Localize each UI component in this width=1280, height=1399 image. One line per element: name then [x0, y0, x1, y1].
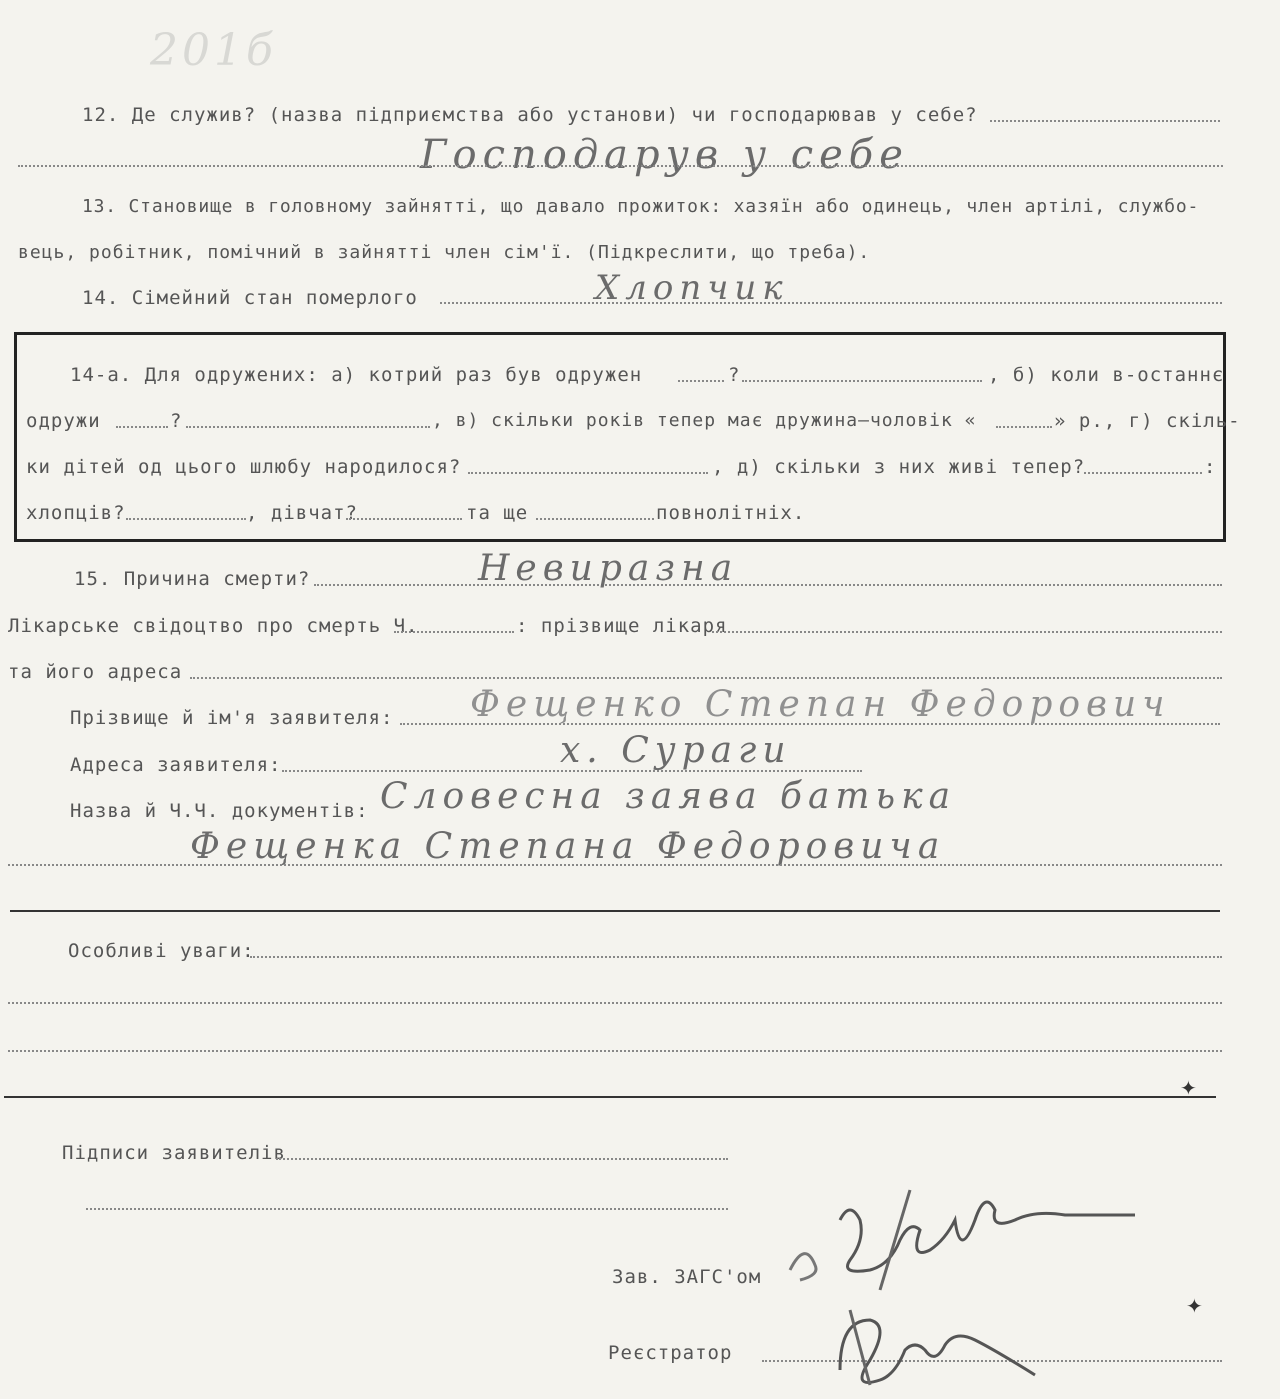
doctor-address-dotline [190, 677, 1222, 679]
item14a-dotline [116, 426, 168, 428]
documents-value-2: Фещенка Степана Федоровича [190, 826, 946, 867]
medical-dotline [394, 631, 514, 633]
item14a-line4-boys: хлопців? [26, 502, 126, 524]
medical-cert-label: Лікарське свідоцтво про смерть Ч. [8, 615, 419, 637]
item15-label: 15. Причина смерти? [74, 568, 311, 590]
item15-dotline [314, 584, 1222, 586]
item14a-dotline [996, 426, 1052, 428]
punch-mark-icon: ✦ [1180, 1076, 1197, 1100]
item14a-dotline [742, 380, 982, 382]
item14-label: 14. Сімейний стан померлого [82, 287, 418, 309]
item14a-line3-mid: , д) скільки з них живі тепер? [712, 456, 1086, 478]
item14a-dotline [186, 426, 430, 428]
item14a-line2-end: » р., г) скіль- [1054, 410, 1241, 432]
remarks-label: Особливі уваги: [68, 940, 255, 962]
item14a-dotline [1084, 472, 1202, 474]
item14a-dotline [536, 518, 654, 520]
item14a-dotline [468, 472, 708, 474]
doctor-name-label: : прізвище лікаря [516, 615, 728, 637]
item14a-line2-text: одружи [26, 410, 101, 432]
item14a-line3-text: ки дітей од цього шлюбу народилося? [26, 456, 462, 478]
item14a-line2-mid: , в) скільки років тепер має дружина—чоловік « [432, 410, 977, 431]
registrar-signature [820, 1300, 1080, 1390]
registrar-label: Реєстратор [608, 1342, 733, 1364]
item12-dotline [990, 120, 1220, 122]
applicant-signatures-label: Підписи заявителів [62, 1142, 286, 1164]
signatures-dotline [86, 1208, 728, 1210]
documents-value-1: Словесна заява батька [380, 776, 957, 817]
section-divider [4, 1096, 1216, 1098]
remarks-dotline [250, 956, 1222, 958]
item14a-dotline [126, 518, 246, 520]
zags-head-label: Зав. ЗАГС'ом [612, 1266, 762, 1288]
doctor-address-label: та його адреса [8, 661, 183, 683]
applicant-address-value: х. Сураги [560, 730, 792, 771]
applicant-name-value: Фещенко Степан Федорович [470, 684, 1171, 725]
item14a-line1-text: 14-а. Для одружених: а) котрий раз був одружен [70, 364, 643, 386]
item15-answer: Невиразна [478, 548, 739, 589]
documents-label: Назва й Ч.Ч. документів: [70, 800, 369, 822]
item14-answer: Хлопчик [595, 268, 789, 308]
remarks-dotline [8, 1002, 1222, 1004]
signatures-dotline [276, 1158, 728, 1160]
item12-label: 12. Де служив? (назва підприємства або установи) чи господарював у себе? [82, 104, 978, 126]
corner-mark: 201б [150, 25, 277, 76]
item14a-line4-adults: повнолітніх. [656, 502, 806, 524]
item14a-q2: ? [170, 410, 183, 432]
item14a-line4-girls: , дівчат? [246, 502, 358, 524]
section-divider [10, 910, 1220, 912]
medical-dotline [712, 631, 1222, 633]
item14a-line3-end: : [1204, 456, 1217, 478]
applicant-address-label: Адреса заявителя: [70, 754, 282, 776]
remarks-dotline [8, 1050, 1222, 1052]
item14a-q1: ? [728, 364, 741, 386]
item14-dotline [440, 302, 1222, 304]
item12-answer-line [18, 165, 1223, 167]
item14a-dotline [346, 518, 462, 520]
item13-line2: вець, робітник, помічний в зайнятті член сім'ї. (Підкреслити, що треба). [18, 242, 871, 263]
documents-dotline [8, 864, 1222, 866]
item14a-dotline [678, 380, 724, 382]
applicant-name-label: Прізвище й ім'я заявителя: [70, 707, 394, 729]
item13-line1: 13. Становище в головному зайнятті, що давало прожиток: хазяїн або одинець, член артілі, службо- [82, 196, 1200, 217]
item12-answer: Господарув у себе [420, 132, 909, 178]
item14a-line1-end: , б) коли в-останнє [988, 364, 1225, 386]
punch-mark-icon: ✦ [1186, 1294, 1203, 1318]
zags-head-signature [780, 1180, 1200, 1300]
item14a-line4-also: та ще [466, 502, 529, 524]
